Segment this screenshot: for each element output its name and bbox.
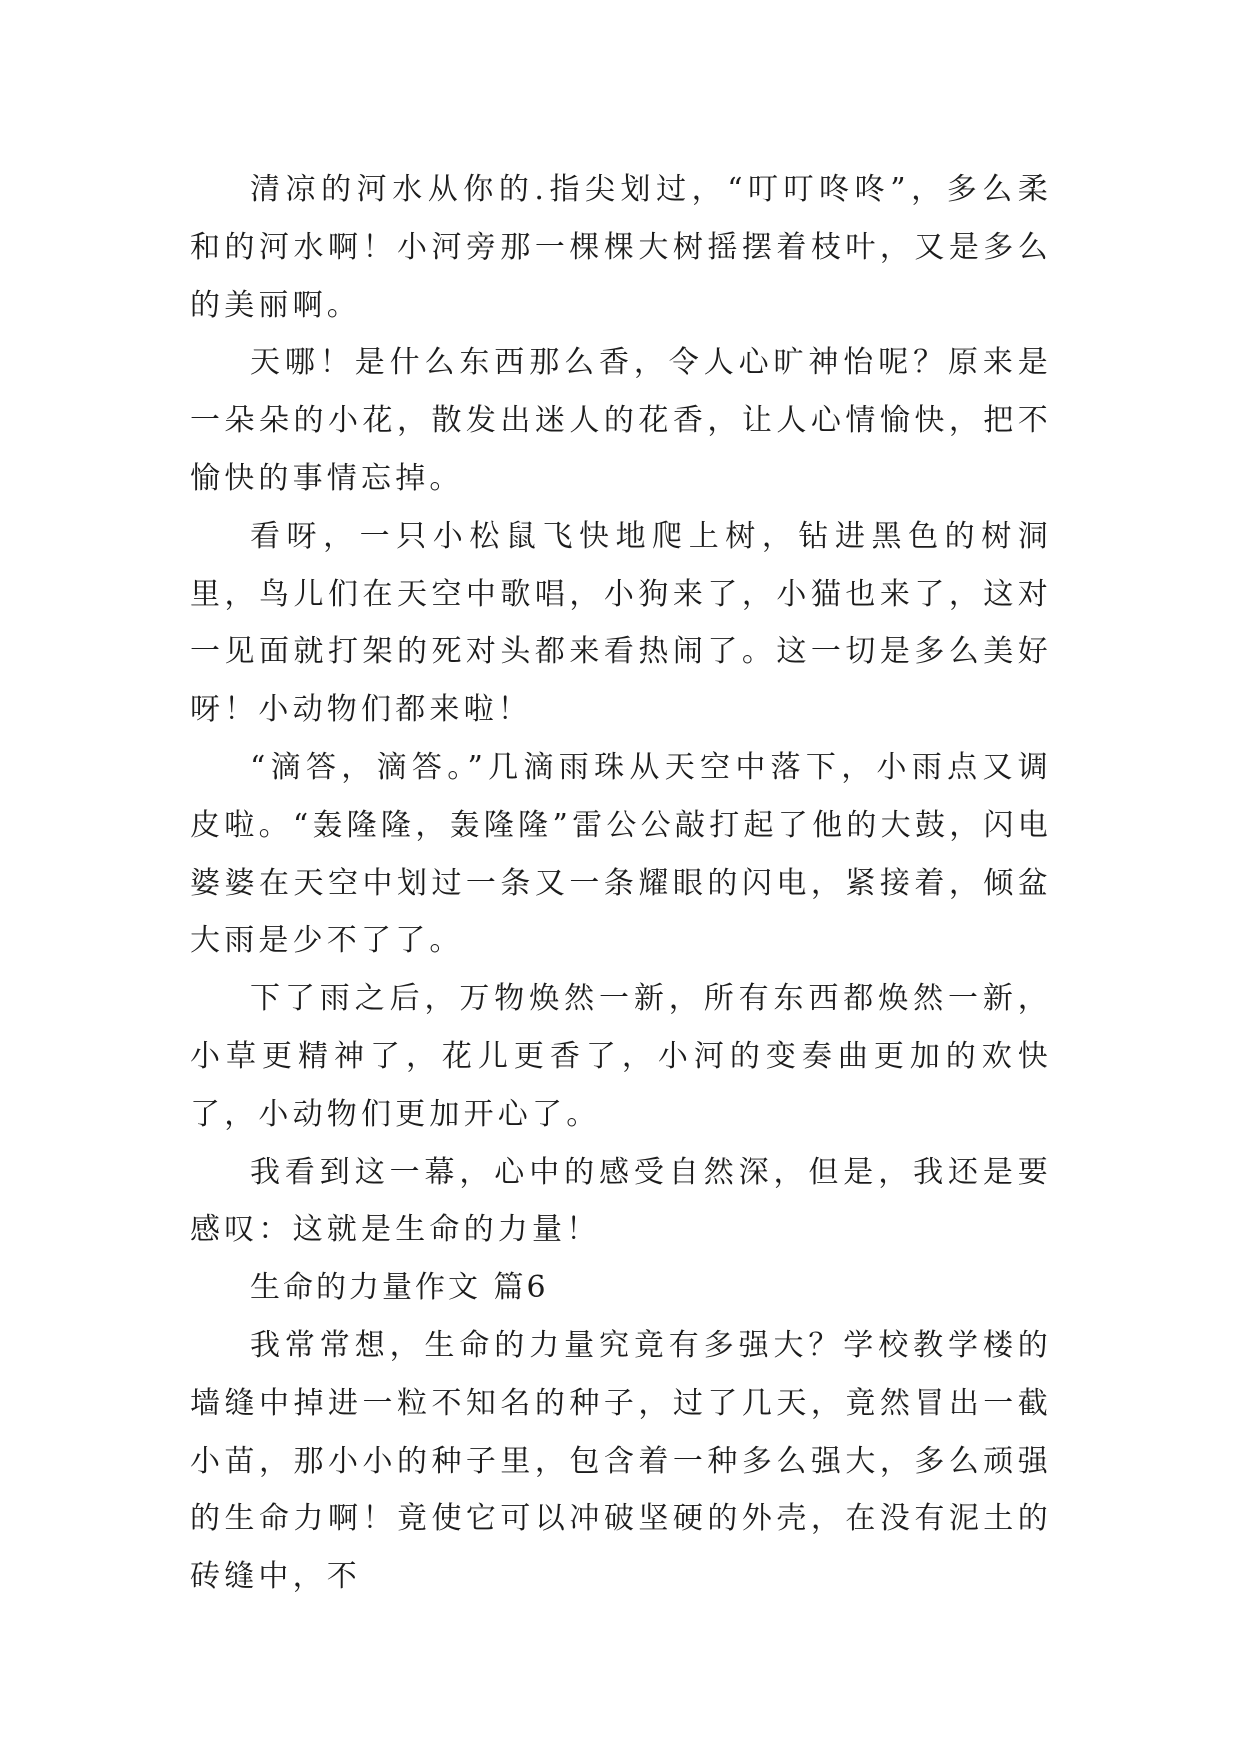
- paragraph-river: 清凉的河水从你的.指尖划过，“叮叮咚咚”，多么柔和的河水啊！小河旁那一棵棵大树摇摆着枝叶，又是多么的美丽啊。: [190, 172, 1052, 323]
- article-body: [190, 161, 1052, 1606]
- paragraph-conclusion: 我看到这一幕，心中的感受自然深，但是，我还是要感叹：这就是生命的力量！: [190, 1154, 1052, 1248]
- paragraph-after-rain: 下了雨之后，万物焕然一新，所有东西都焕然一新，小草更精神了，花儿更香了，小河的变奏曲更加的欢快了，小动物们更加开心了。: [190, 981, 1052, 1132]
- paragraph-flowers: 天哪！是什么东西那么香，令人心旷神怡呢？原来是一朵朵的小花，散发出迷人的花香，让人心情愉快，把不愉快的事情忘掉。: [190, 345, 1052, 496]
- section-heading: 生命的力量作文 篇6: [250, 1270, 549, 1306]
- paragraph-rain: “滴答，滴答。”几滴雨珠从天空中落下，小雨点又调皮啦。“轰隆隆，轰隆隆”雷公公敲打起了他的大鼓，闪电婆婆在天空中划过一条又一条耀眼的闪电，紧接着，倾盆大雨是少不了了。: [190, 749, 1052, 959]
- paragraph-seed: 我常常想，生命的力量究竟有多强大？学校教学楼的墙缝中掉进一粒不知名的种子，过了几天，竟然冒出一截小苗，那小小的种子里，包含着一种多么强大，多么顽强的生命力啊！竟使它可以冲破坚硬的外壳，在没有泥土的砖缝中，不: [190, 1327, 1052, 1595]
- paragraph-animals: 看呀，一只小松鼠飞快地爬上树，钻进黑色的树洞里，鸟儿们在天空中歌唱，小狗来了，小猫也来了，这对一见面就打架的死对头都来看热闹了。这一切是多么美好呀！小动物们都来啦！: [190, 518, 1052, 728]
